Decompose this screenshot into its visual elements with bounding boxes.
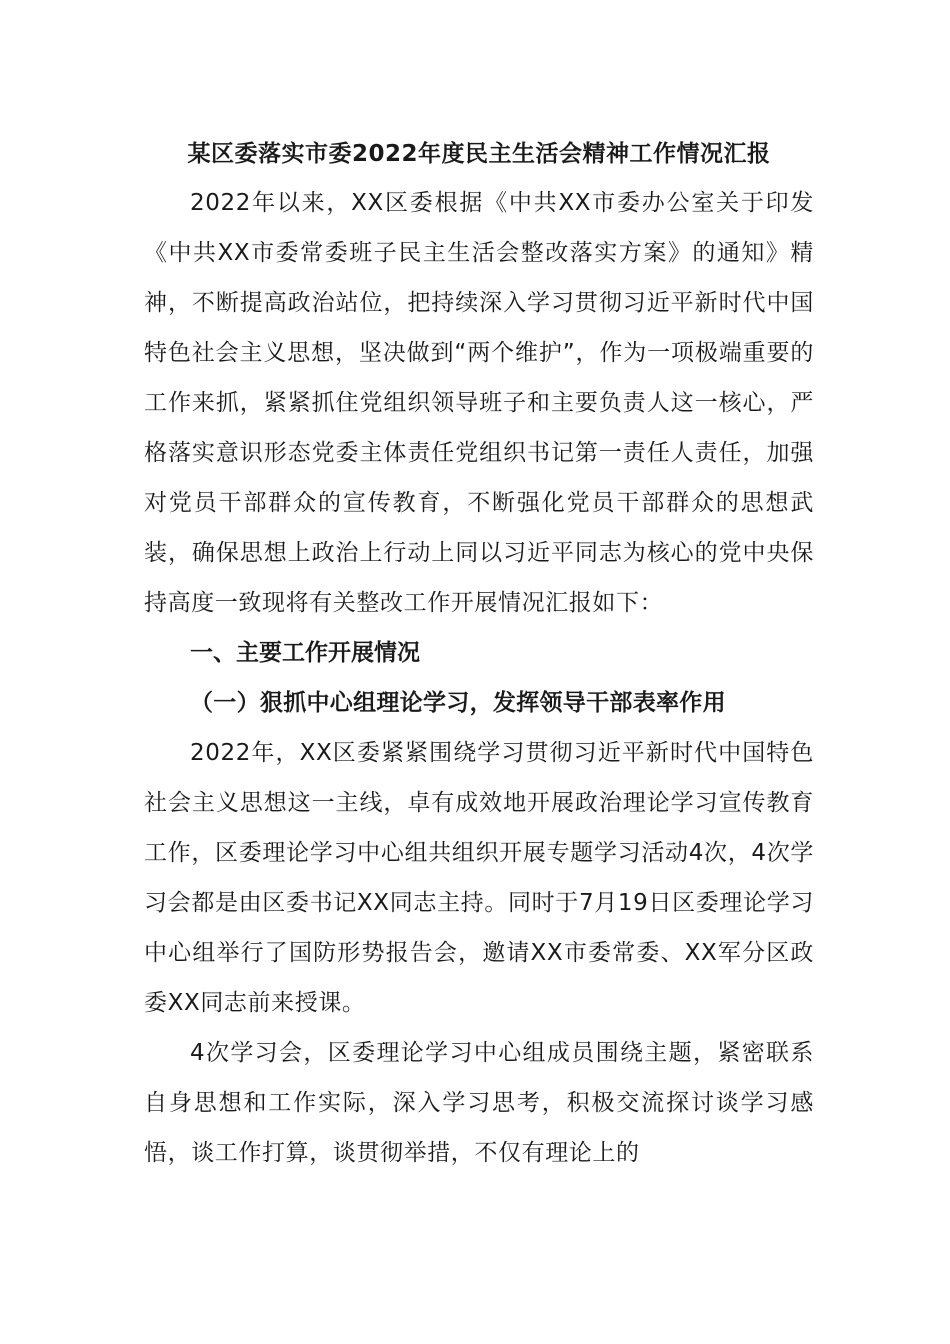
paragraph-study-sessions: 4次学习会，区委理论学习中心组成员围绕主题，紧密联系自身思想和工作实际，深入学习思考，积极交流探讨谈学习感悟，谈工作打算，谈贯彻举措，不仅有理论上的 <box>144 1040 814 1166</box>
paragraph-intro: 2022年以来，XX区委根据《中共XX市委办公室关于印发《中共XX市委常委班子民主生活会整改落实方案》的通知》精神，不断提高政治站位，把持续深入学习贯彻习近平新时代中国特色社会主义思想，坚决做到“两个维护”，作为一项极端重要的工作来抓，紧紧抓住党组织领导班子和主要负责人这一核心，严格落实意识形态党委主体责任党组织书记第一责任人责任，加强对党员干部群众的宣传教育，不断强化党员干部群众的思想武装，确保思想上政治上行动上同以习近平同志为核心的党中央保持高度一致现将有关整改工作开展情况汇报如下： <box>144 190 814 616</box>
subsection-heading-theory-study: （一）狠抓中心组理论学习，发挥领导干部表率作用 <box>190 690 726 716</box>
document-body <box>144 130 814 1178</box>
section-heading-main-work: 一、主要工作开展情况 <box>190 640 420 666</box>
document-title: 某区委落实市委2022年度民主生活会精神工作情况汇报 <box>187 141 771 167</box>
paragraph-study-activities: 2022年，XX区委紧紧围绕学习贯彻习近平新时代中国特色社会主义思想这一主线，卓有成效地开展政治理论学习宣传教育工作，区委理论学习中心组共组织开展专题学习活动4次，4次学习会都是由区委书记XX同志主持。同时于7月19日区委理论学习中心组举行了国防形势报告会，邀请XX市委常委、XX军分区政委XX同志前来授课。 <box>144 740 814 1016</box>
